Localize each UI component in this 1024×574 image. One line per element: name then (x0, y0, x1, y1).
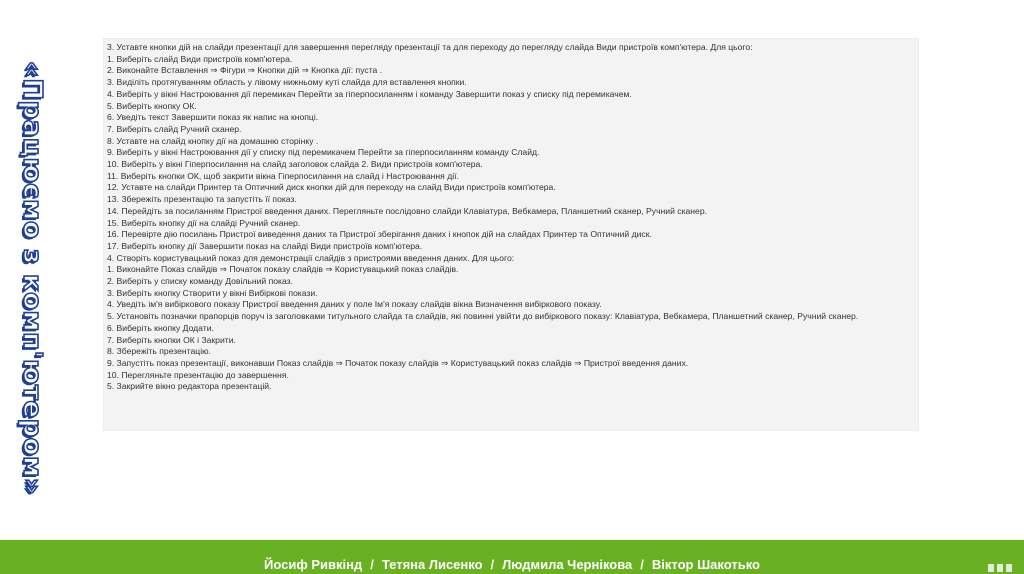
author-separator: / (640, 556, 644, 572)
instruction-line: 3. Уставте кнопки дій на слайди презентації для завершення перегляду презентації та для переходу до перегляду слайда Види пристроїв комп'ютера. Для цього: (107, 42, 753, 52)
corner-dot (997, 564, 1003, 572)
instruction-line: 9. Запустіть показ презентації, виконавши Показ слайдів ⇒ Початок показу слайдів ⇒ Користувацький показ слайдів ⇒ Пристрої введення даних. (107, 357, 689, 368)
corner-decoration (988, 562, 1016, 572)
author-name: Віктор Шакотько (651, 556, 760, 572)
instruction-line: 1. Виберіть слайд Види пристроїв комп'ютера. (107, 53, 293, 64)
author-name: Людмила Чернікова (502, 556, 633, 572)
author-separator: / (370, 556, 374, 572)
instruction-line: 4. Створіть користувацький показ для демонстрації слайдів з пристроями введення даних. Для цього: (107, 252, 515, 263)
author-name: Йосиф Ривкінд (264, 556, 363, 572)
instruction-line: 5. Виберіть кнопку ОК. (107, 100, 197, 111)
instruction-line: 8. Уставте на слайд кнопку дії на домашню сторінку . (107, 135, 319, 146)
instruction-line: 4. Уведіть ім'я вибіркового показу Пристрої введення даних у поле Ім'я показу слайдів вікна Визначення вибіркового показу. (107, 299, 602, 310)
instruction-line: 8. Збережіть презентацію. (107, 346, 211, 357)
side-title-text: «Працюємо з комп'ютером» (17, 60, 47, 496)
instruction-line: 7. Виберіть слайд Ручний сканер. (107, 123, 242, 134)
instruction-line: 6. Уведіть текст Завершити показ як напис на кнопці. (107, 112, 319, 123)
instruction-line: 10. Виберіть у вікні Гіперпосилання на слайд заголовок слайда 2. Види пристроїв комп'ютера. (107, 159, 483, 170)
instruction-line: 5. Закрийте вікно редактора презентацій. (107, 381, 272, 392)
instruction-line: 2. Виконайте Вставлення ⇒ Фігури ⇒ Кнопки дій ⇒ Кнопка дії: пуста . (107, 65, 383, 76)
instruction-line: 12. Уставте на слайди Принтер та Оптичний диск кнопки дій для переходу на слайд Види пристроїв комп'ютера. (107, 182, 556, 193)
instruction-line: 10. Перегляньте презентацію до завершення. (107, 369, 289, 380)
instruction-line: 17. Виберіть кнопку дії Завершити показ на слайді Види пристроїв комп'ютера. (107, 240, 423, 251)
side-title (10, 62, 54, 494)
author-separator: / (490, 556, 495, 572)
instruction-line: 2. Виберіть у списку команду Довільний показ. (107, 276, 294, 287)
instruction-line: 4. Виберіть у вікні Настроювання дії перемикач Перейти за гіперпосиланням і команду Завершити показ у списку під перемикачем. (107, 88, 632, 99)
instructions-list (103, 38, 919, 393)
instruction-line: 3. Виділіть протягуванням область у лівому нижньому куті слайда для вставлення кнопки. (107, 77, 467, 88)
instruction-line: 1. Виконайте Показ слайдів ⇒ Початок показу слайдів ⇒ Користувацький показ слайдів. (107, 264, 459, 275)
instruction-line: 7. Виберіть кнопки ОК і Закрити. (107, 334, 236, 345)
instruction-line: 6. Виберіть кнопку Додати. (107, 322, 214, 333)
instruction-line: 3. Виберіть кнопку Створити у вікні Вибіркові покази. (107, 287, 318, 298)
instruction-line: 16. Перевірте дію посилань Пристрої виведення даних та Пристрої зберігання даних і кнопок дій на слайдах Принтер та Оптичний диск. (107, 229, 652, 240)
instruction-line: 5. Установіть позначки прапорців поруч із заголовками титульного слайда та слайдів, які повинні увійти до вибіркового показу: Клавіатура, Вебкамера, Планшетний сканер, Ручний сканер. (107, 311, 859, 322)
author-name: Тетяна Лисенко (381, 556, 483, 572)
instruction-line: 15. Виберіть кнопку дії на слайді Ручний сканер. (107, 217, 301, 228)
corner-dot (988, 564, 994, 572)
instruction-line: 11. Виберіть кнопки ОК, щоб закрити вікна Гіперпосилання на слайд і Настроювання дії. (107, 170, 459, 181)
instruction-line: 9. Виберіть у вікні Настроювання дії у списку під перемикачем Перейти за гіперпосиланням команду Слайд. (107, 147, 540, 158)
authors-footer (0, 540, 1024, 574)
instruction-line: 14. Перейдіть за посиланням Пристрої введення даних. Перегляньте послідовно слайди Клавіатура, Вебкамера, Планшетний сканер, Ручний сканер. (107, 205, 707, 216)
instructions-panel (103, 38, 919, 431)
instruction-line: 13. Збережіть презентацію та запустіть її показ. (107, 194, 297, 205)
corner-dot (1006, 564, 1012, 572)
